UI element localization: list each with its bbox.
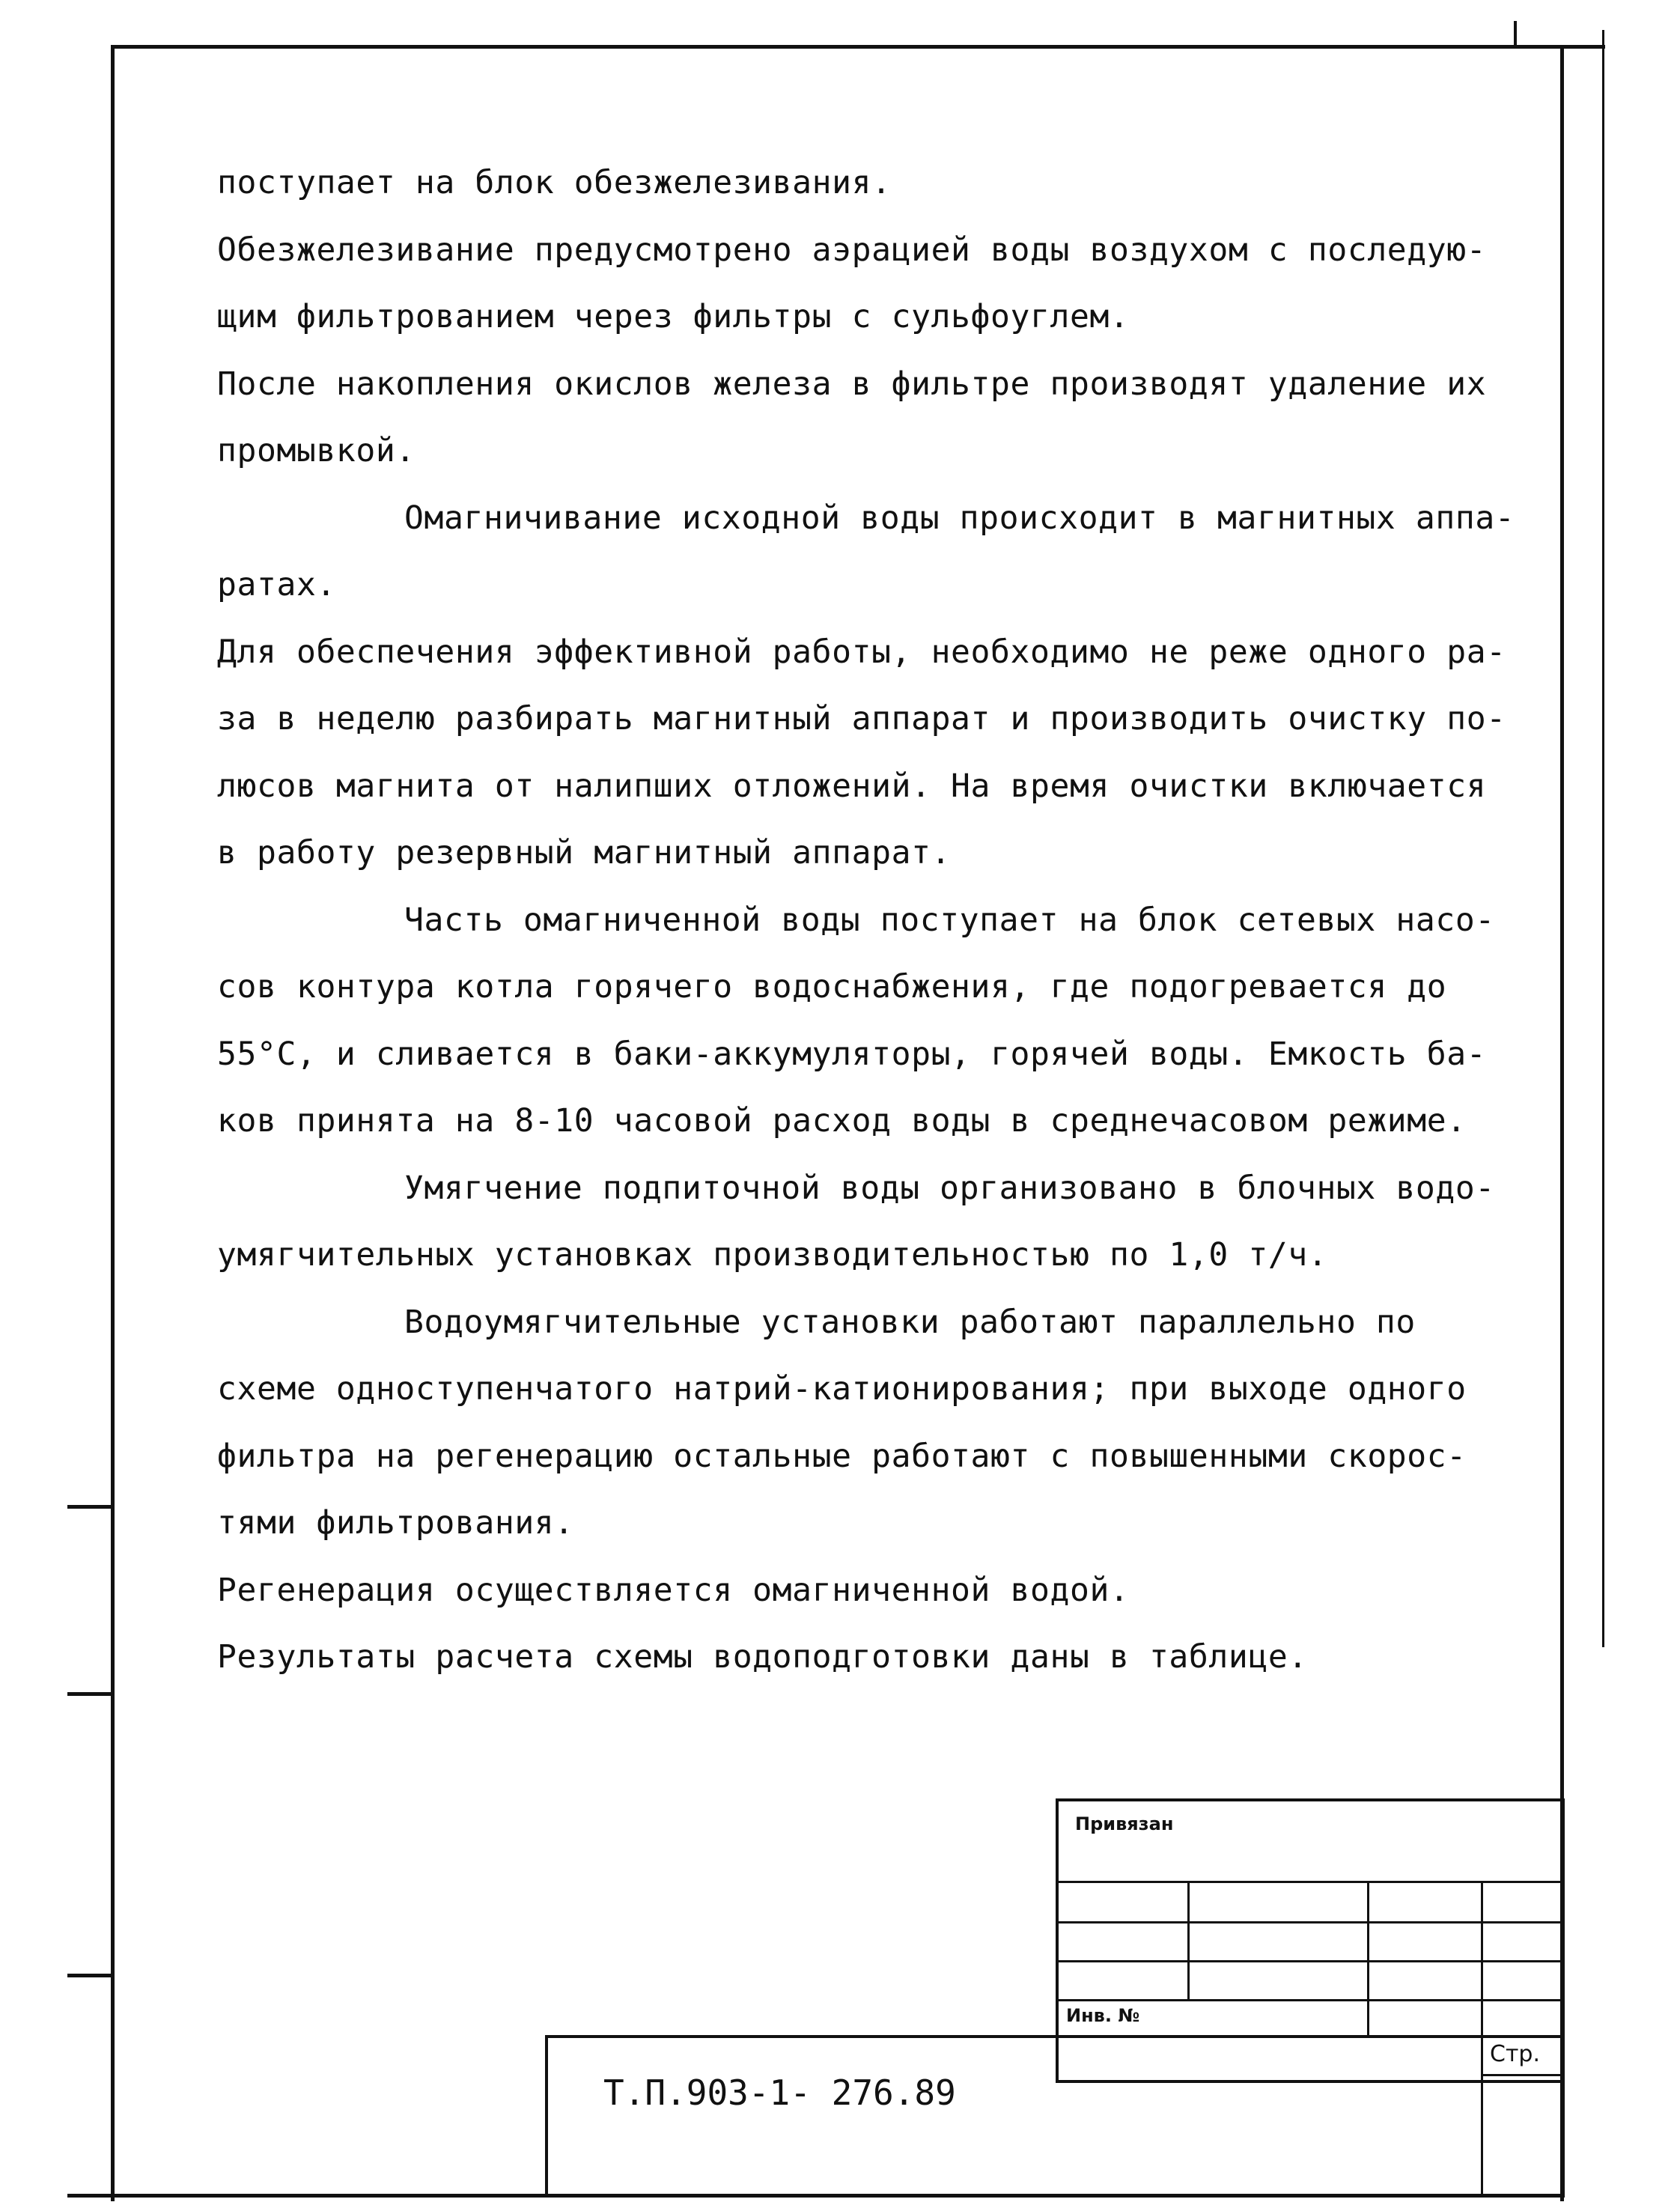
text-line: за в неделю разбирать магнитный аппарат и производить очистку по-	[217, 700, 1506, 737]
frame-left-tick	[67, 1505, 114, 1509]
binding-col-divider	[1187, 1881, 1190, 1999]
binding-label: Привязан	[1075, 1813, 1174, 1834]
text-line: Регенерация осуществляется омагниченной водой.	[217, 1571, 1130, 1609]
text-line: После накопления окислов железа в фильтре производят удаление их	[217, 365, 1487, 403]
page-cell-divider	[1481, 2074, 1563, 2076]
text-line: Результаты расчета схемы водоподготовки даны в таблице.	[217, 1638, 1308, 1676]
binding-row-divider	[1056, 1921, 1563, 1923]
text-line: Часть омагниченной воды поступает на блок сетевых насо-	[404, 901, 1495, 939]
text-line: Умягчение подпиточной воды организовано в блочных водо-	[404, 1169, 1495, 1207]
text-line: тями фильтрования.	[217, 1504, 574, 1542]
text-line: Для обеспечения эффективной работы, необходимо не реже одного ра-	[217, 633, 1506, 671]
frame-left-tick	[67, 1692, 114, 1696]
binding-row-divider	[1056, 1999, 1563, 2001]
text-line: Омагничивание исходной воды происходит в магнитных аппа-	[404, 499, 1515, 537]
text-line: умягчительных установках производительностью по 1,0 т/ч.	[217, 1236, 1328, 1274]
page-label: Стр.	[1490, 2041, 1541, 2067]
text-line: промывкой.	[217, 432, 416, 469]
text-line: фильтра на регенерацию остальные работают с повышенными скорос-	[217, 1437, 1467, 1475]
document-code-box	[545, 2035, 1565, 2197]
document-body	[217, 150, 1550, 1691]
text-line: в работу резервный магнитный аппарат.	[217, 834, 952, 872]
frame-top-border	[111, 45, 1605, 49]
text-line: поступает на блок обезжелезивания.	[217, 164, 892, 201]
frame-left-border	[111, 45, 115, 2201]
inventory-number-label: Инв. №	[1066, 2005, 1140, 2026]
text-line: люсов магнита от налипших отложений. На время очистки включается	[217, 767, 1487, 805]
document-code: Т.П.903-1- 276.89	[603, 2072, 956, 2113]
binding-col-divider	[1367, 1881, 1369, 2035]
text-line: сов контура котла горячего водоснабжения, где подогревается до	[217, 968, 1447, 1006]
text-line: щим фильтрованием через фильтры с сульфоуглем.	[217, 298, 1130, 335]
text-line: Водоумягчительные установки работают параллельно по	[404, 1303, 1416, 1341]
text-line: ратах.	[217, 566, 336, 603]
text-line: Обезжелезивание предусмотрено аэрацией воды воздухом с последую-	[217, 231, 1487, 269]
frame-top-tick	[1514, 21, 1517, 48]
frame-left-tick	[67, 1974, 114, 1977]
text-line: 55°С, и сливается в баки-аккумуляторы, горячей воды. Емкость ба-	[217, 1035, 1487, 1073]
text-line: схеме одноступенчатого натрий-катионирования; при выходе одного	[217, 1370, 1467, 1408]
frame-right-outer-border	[1602, 30, 1604, 1647]
binding-row-divider	[1056, 1881, 1563, 1883]
binding-row-divider	[1056, 1960, 1563, 1962]
text-line: ков принята на 8-10 часовой расход воды в среднечасовом режиме.	[217, 1102, 1467, 1140]
